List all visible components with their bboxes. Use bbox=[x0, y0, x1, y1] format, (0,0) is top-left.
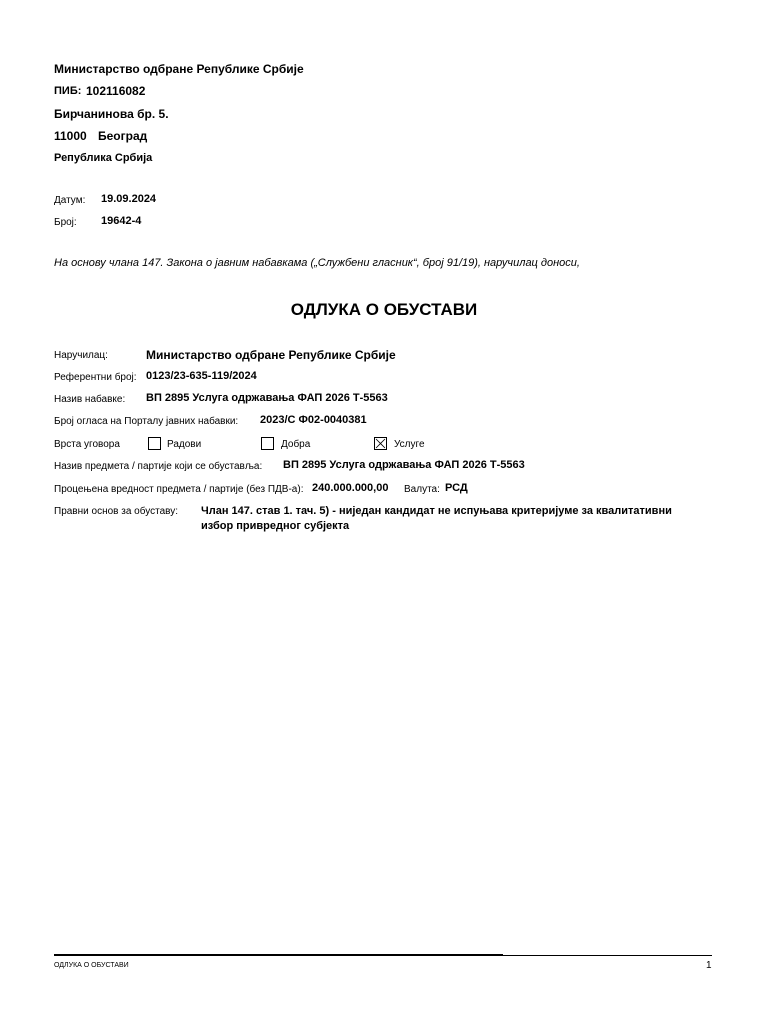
subject-label: Назив предмета / партије који се обуставља: bbox=[54, 461, 263, 472]
estimated-value-label: Процењена вредност предмета / партије (без ПДВ-а): bbox=[54, 484, 304, 495]
country: Република Србија bbox=[54, 152, 153, 164]
reference-label: Референтни број: bbox=[54, 372, 137, 383]
date-label: Датум: bbox=[54, 195, 86, 206]
legal-basis-label: Правни основ за обуставу: bbox=[54, 506, 179, 517]
contract-type-services-checkbox[interactable] bbox=[374, 437, 387, 450]
legal-basis-value: Члан 147. став 1. тач. 5) - ниједан кандидат не испуњава критеријуме за квалитативни избор привредног субјекта bbox=[201, 505, 672, 532]
postal-code: 11000 bbox=[54, 129, 87, 143]
buyer-label: Наручилац: bbox=[54, 350, 108, 361]
intro-text: На основу члана 147. Закона о јавним набавкама („Службени гласник“, број 91/19), наручилац доноси, bbox=[54, 257, 580, 269]
contract-type-works-checkbox[interactable] bbox=[148, 437, 161, 450]
contract-type-label: Врста уговора bbox=[54, 439, 120, 450]
document-title: ОДЛУКА О ОБУСТАВИ bbox=[290, 300, 478, 319]
pib-value: 102116082 bbox=[86, 84, 146, 98]
contract-type-works-label: Радови bbox=[167, 439, 202, 450]
organization-name: Министарство одбране Републике Србије bbox=[54, 62, 304, 76]
number-label: Број: bbox=[54, 217, 77, 228]
notice-number-value: 2023/С Ф02-0040381 bbox=[260, 414, 367, 426]
procurement-name-label: Назив набавке: bbox=[54, 394, 126, 405]
estimated-value-amount: 240.000.000,00 bbox=[312, 482, 389, 494]
address: Бирчанинова бр. 5. bbox=[54, 107, 169, 121]
page-number: 1 bbox=[706, 960, 712, 971]
reference-value: 0123/23-635-119/2024 bbox=[146, 370, 257, 382]
procurement-name-value: ВП 2895 Услуга одржавања ФАП 2026 Т-5563 bbox=[146, 392, 388, 404]
number-value: 19642-4 bbox=[101, 215, 142, 227]
pib-label: ПИБ: bbox=[54, 85, 82, 97]
currency-value: РСД bbox=[445, 482, 468, 494]
footer-divider-accent bbox=[54, 954, 503, 956]
currency-label: Валута: bbox=[404, 484, 440, 495]
city: Београд bbox=[98, 129, 148, 143]
buyer-value: Министарство одбране Републике Србије bbox=[146, 348, 396, 362]
footer-document-title: ОДЛУКА О ОБУСТАВИ bbox=[54, 962, 129, 969]
date-value: 19.09.2024 bbox=[101, 193, 157, 205]
contract-type-services-label: Услуге bbox=[394, 439, 425, 450]
notice-number-label: Број огласа на Порталу јавних набавки: bbox=[54, 416, 239, 427]
contract-type-goods-label: Добра bbox=[281, 439, 311, 450]
contract-type-goods-checkbox[interactable] bbox=[261, 437, 274, 450]
subject-value: ВП 2895 Услуга одржавања ФАП 2026 Т-5563 bbox=[283, 459, 525, 471]
